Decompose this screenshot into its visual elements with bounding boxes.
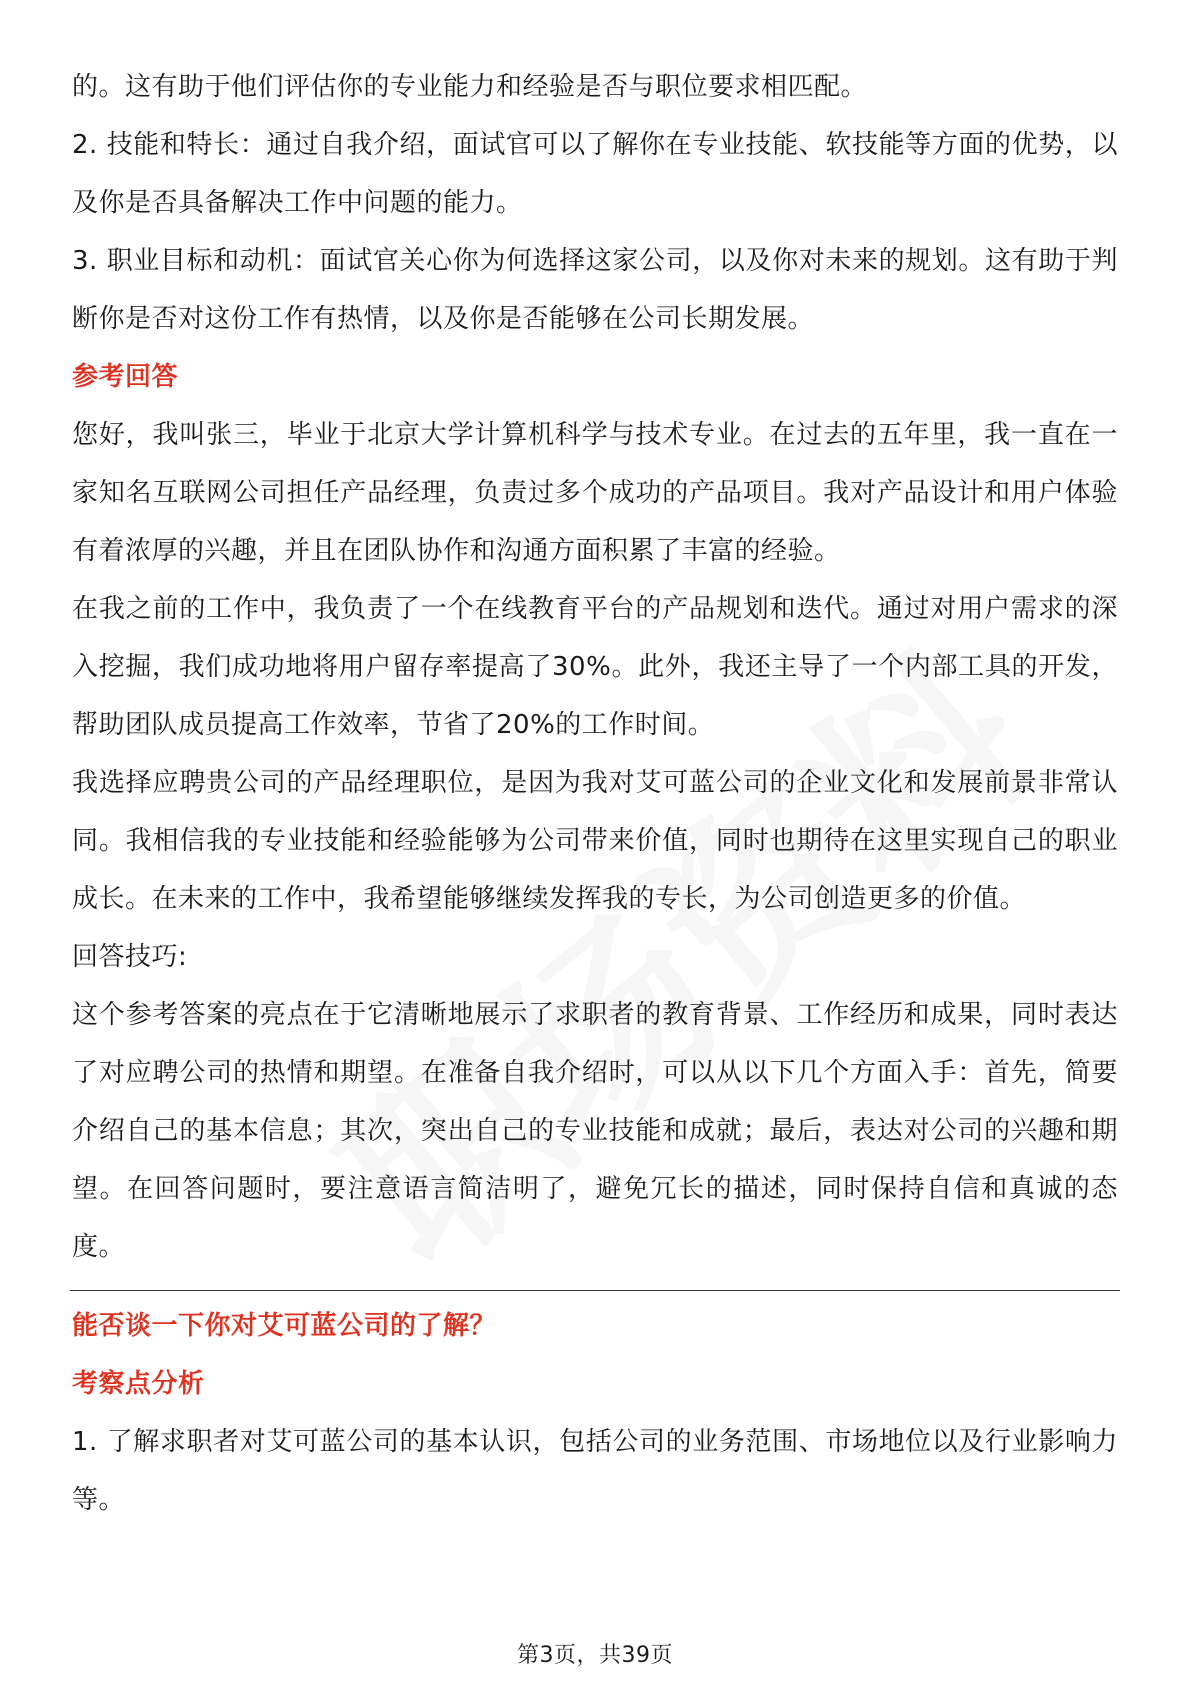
page-number: 第3页，共39页 — [517, 1643, 673, 1668]
reference-answer-heading: 参考回答 — [72, 362, 179, 392]
reference-paragraph-3: 我选择应聘贵公司的产品经理职位，是因为我对艾可蓝公司的企业文化和发展前景非常认同。我相信我的专业技能和经验能够为公司带来价值，同时也期待在这里实现自己的职业成长。在未来的工作中，我希望能够继续发挥我的专长，为公司创造更多的价值。 — [72, 768, 1118, 914]
analysis-heading: 考察点分析 — [72, 1369, 205, 1399]
continuation-text: 的。这有助于他们评估你的专业能力和经验是否与职位要求相匹配。 — [72, 72, 868, 102]
answer-tips-text: 这个参考答案的亮点在于它清晰地展示了求职者的教育背景、工作经历和成果，同时表达了对应聘公司的热情和期望。在准备自我介绍时，可以从以下几个方面入手：首先，简要介绍自己的基本信息；其次，突出自己的专业技能和成就；最后，表达对公司的兴趣和期望。在回答问题时，要注意语言简洁明了，避免冗长的描述，同时保持自信和真诚的态度。 — [72, 1000, 1118, 1262]
analysis-point-3: 3. 职业目标和动机：面试官关心你为何选择这家公司，以及你对未来的规划。这有助于判断你是否对这份工作有热情，以及你是否能够在公司长期发展。 — [72, 246, 1118, 334]
document-body — [72, 58, 1118, 1529]
answer-tips-label: 回答技巧: — [72, 942, 188, 972]
question-title: 能否谈一下你对艾可蓝公司的了解？ — [72, 1311, 497, 1341]
reference-paragraph-2: 在我之前的工作中，我负责了一个在线教育平台的产品规划和迭代。通过对用户需求的深入挖掘，我们成功地将用户留存率提高了30%。此外，我还主导了一个内部工具的开发，帮助团队成员提高工作效率，节省了20%的工作时间。 — [72, 594, 1118, 740]
analysis-point-1: 1. 了解求职者对艾可蓝公司的基本认识，包括公司的业务范围、市场地位以及行业影响力等。 — [72, 1427, 1118, 1515]
section-divider — [70, 1290, 1120, 1291]
reference-paragraph-1: 您好，我叫张三，毕业于北京大学计算机科学与技术专业。在过去的五年里，我一直在一家知名互联网公司担任产品经理，负责过多个成功的产品项目。我对产品设计和用户体验有着浓厚的兴趣，并且在团队协作和沟通方面积累了丰富的经验。 — [72, 420, 1118, 566]
analysis-point-2: 2. 技能和特长：通过自我介绍，面试官可以了解你在专业技能、软技能等方面的优势，以及你是否具备解决工作中问题的能力。 — [72, 130, 1118, 218]
